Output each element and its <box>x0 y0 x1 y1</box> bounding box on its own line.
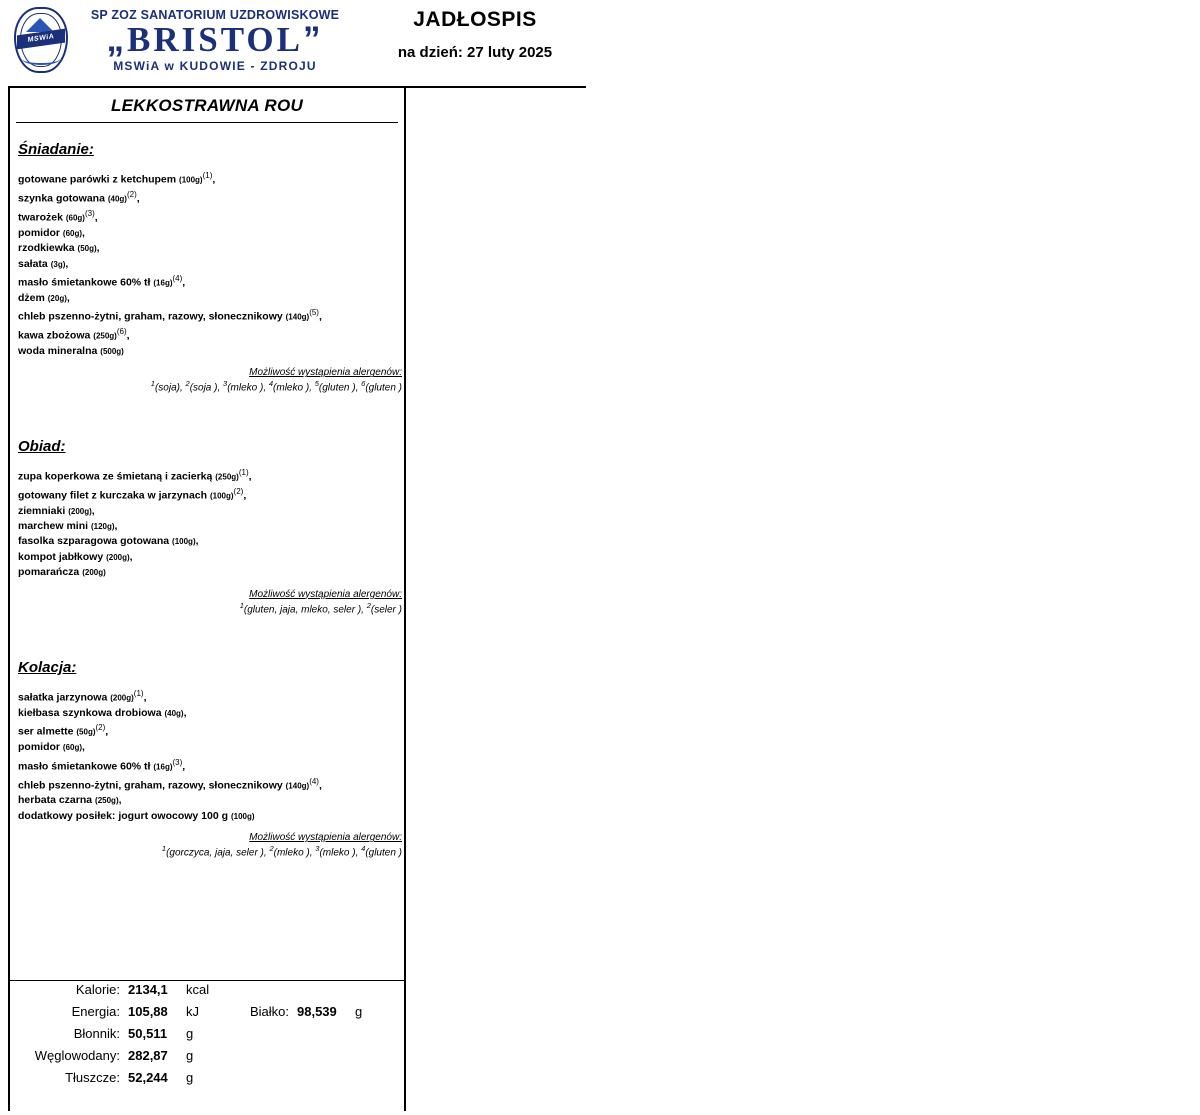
dish-portion: (140g) <box>285 781 310 790</box>
dish-separator: , <box>126 329 130 342</box>
dish-allergen-marker: (2) <box>95 723 106 733</box>
dish-item <box>18 325 404 344</box>
allergen-index: 4 <box>361 844 366 854</box>
dish-item <box>18 706 404 721</box>
dish-list <box>18 687 404 824</box>
diet-column <box>10 88 404 859</box>
summary-unit: kcal <box>186 982 210 997</box>
dish-item <box>18 519 404 534</box>
dish-separator: , <box>65 257 69 270</box>
dish-portion: (200g) <box>106 552 130 562</box>
dish-portion: (250g) <box>215 472 239 482</box>
dish-name: pomidor <box>18 741 63 754</box>
dish-portion: (200g) <box>68 506 92 516</box>
dish-separator: , <box>91 504 95 517</box>
dish-item <box>18 565 404 580</box>
dish-separator: , <box>129 550 133 563</box>
dish-name: twarożek <box>18 211 66 224</box>
meal-title: Obiad: <box>18 437 66 455</box>
allergen-text: (gluten ) <box>365 382 402 394</box>
document-header <box>0 0 1200 82</box>
dish-name: kawa zbożowa <box>18 329 94 342</box>
meal-section-supper <box>10 659 404 859</box>
dish-separator: , <box>136 192 140 205</box>
dish-item <box>18 534 404 549</box>
meal-title: Śniadanie: <box>18 141 94 158</box>
allergen-text: (soja), <box>154 382 186 394</box>
summary-value: 52,244 <box>128 1070 168 1085</box>
dish-portion: (100g) <box>230 811 255 821</box>
dish-portion: (60g) <box>62 743 83 753</box>
allergen-text: (seler ) <box>370 603 402 615</box>
dish-allergen-marker: (6) <box>116 327 127 337</box>
logo-line-institution: SP ZOZ SANATORIUM UZDROWISKOWE <box>90 8 340 22</box>
dish-allergen-marker: (3) <box>172 757 183 767</box>
sanatorium-logo <box>8 4 360 78</box>
allergen-text: (mleko ), <box>273 382 315 394</box>
dish-portion: (500g) <box>100 347 124 357</box>
allergen-text: (mleko ), <box>273 847 316 859</box>
dish-name: kompot jabłkowy <box>18 550 107 563</box>
summary-divider <box>10 980 404 981</box>
summary-unit-secondary: g <box>355 1004 363 1019</box>
logo-text <box>70 4 360 73</box>
dish-name: szynka gotowana <box>18 192 108 205</box>
summary-unit: g <box>186 1048 194 1063</box>
dish-portion: (50g) <box>77 244 97 254</box>
meal-section-breakfast <box>10 141 404 394</box>
dish-item <box>18 485 404 504</box>
allergen-index: 1 <box>239 600 244 610</box>
dish-name: fasolka szparagowa gotowana <box>18 535 173 548</box>
mswia-emblem-icon <box>12 6 70 74</box>
dish-item <box>18 207 404 226</box>
dish-item <box>18 257 404 272</box>
dish-separator: , <box>118 794 122 807</box>
dish-name: dodatkowy posiłek: jogurt owocowy 100 g <box>18 809 231 822</box>
dish-item <box>18 550 404 565</box>
allergen-heading: Możliwość wystąpienia alergenów: <box>249 367 402 379</box>
summary-row <box>10 1048 404 1070</box>
allergen-list <box>18 601 402 615</box>
logo-brand-name: BRISTOL <box>127 20 303 59</box>
allergen-index: 3 <box>315 844 320 854</box>
dish-item <box>18 291 404 306</box>
dish-portion: (200g) <box>82 568 106 578</box>
dish-item <box>18 241 404 256</box>
nutrition-summary <box>10 982 404 1092</box>
diet-name-divider <box>16 122 398 123</box>
dish-separator: , <box>105 725 109 738</box>
dish-allergen-marker: (5) <box>309 308 319 318</box>
dish-portion: (16g) <box>153 278 173 288</box>
document-date: na dzień: 27 luty 2025 <box>397 44 553 61</box>
dish-portion: (250g) <box>95 796 119 806</box>
dish-item <box>18 169 404 188</box>
dish-portion: (140g) <box>285 312 310 322</box>
logo-line-location: MSWiA w KUDOWIE - ZDROJU <box>113 59 317 73</box>
dish-separator: , <box>212 173 216 186</box>
dish-portion: (100g) <box>179 175 203 185</box>
allergen-index: 2 <box>269 844 274 854</box>
dish-allergen-marker: (1) <box>238 467 249 477</box>
allergen-index: 2 <box>366 600 371 610</box>
dish-item <box>18 344 404 359</box>
summary-row <box>10 1026 404 1048</box>
dish-item <box>18 504 404 519</box>
dish-portion: (100g) <box>172 537 196 547</box>
dish-allergen-marker: (4) <box>309 776 319 786</box>
logo-line-brand <box>70 22 360 58</box>
dish-separator: , <box>114 520 118 533</box>
dish-portion: (120g) <box>90 522 115 532</box>
dish-separator: , <box>243 489 247 502</box>
meal-title: Kolacja: <box>18 658 77 676</box>
allergen-text: (gluten ), <box>318 382 362 394</box>
allergen-text: (gluten ) <box>365 847 402 859</box>
summary-value: 105,88 <box>128 1004 168 1019</box>
allergen-index: 5 <box>314 379 319 389</box>
allergen-list <box>18 379 402 393</box>
emblem-band-label: MSWiA <box>27 33 55 44</box>
dish-name: zupa koperkowa ze śmietaną i zacierką <box>18 470 216 483</box>
dish-separator: , <box>82 741 85 754</box>
dish-allergen-marker: (2) <box>126 189 137 199</box>
allergen-list <box>18 844 402 858</box>
dish-separator: , <box>143 691 147 704</box>
dish-allergen-marker: (1) <box>202 171 213 180</box>
dish-name: marchew mini <box>18 520 91 533</box>
dish-separator: , <box>182 760 186 773</box>
dish-allergen-marker: (1) <box>133 688 144 698</box>
dish-portion: (60g) <box>62 228 83 238</box>
allergen-block <box>18 367 404 393</box>
summary-row <box>10 1004 404 1026</box>
allergen-index: 3 <box>223 379 228 389</box>
dish-name: dżem <box>18 291 48 304</box>
dish-list <box>18 466 404 581</box>
dish-allergen-marker: (2) <box>233 486 244 496</box>
dish-item <box>18 721 404 740</box>
dish-separator: , <box>94 211 98 224</box>
dish-item <box>18 793 404 808</box>
dish-portion: (200g) <box>110 693 134 703</box>
allergen-block <box>18 832 404 858</box>
dish-separator: , <box>248 470 252 483</box>
dish-item <box>18 226 404 241</box>
dish-portion: (16g) <box>153 762 173 772</box>
dish-separator: , <box>66 291 70 304</box>
dish-name: sałata <box>18 257 51 270</box>
dish-allergen-marker: (4) <box>172 273 183 283</box>
dish-name: pomarańcza <box>18 566 83 579</box>
dish-separator: , <box>96 242 100 255</box>
summary-value-secondary: 98,539 <box>297 1004 337 1019</box>
summary-label: Energia: <box>71 1004 120 1019</box>
summary-label: Kalorie: <box>75 982 120 997</box>
summary-label: Błonnik: <box>73 1026 120 1041</box>
summary-label: Tłuszcze: <box>65 1070 120 1085</box>
dish-name: chleb pszenno-żytni, graham, razowy, słonecznikowy <box>18 779 286 791</box>
dish-portion: (100g) <box>209 491 234 501</box>
dish-item <box>18 775 404 794</box>
dish-separator: , <box>82 226 85 239</box>
dish-item <box>18 272 404 291</box>
allergen-index: 1 <box>161 844 167 854</box>
dish-name: masło śmietankowe 60% tł <box>18 276 154 289</box>
dish-item <box>18 687 404 706</box>
dish-separator: , <box>195 535 199 548</box>
frame-middle-border <box>404 86 406 1111</box>
allergen-block <box>18 589 404 615</box>
summary-row <box>10 1070 404 1092</box>
summary-label-secondary: Białko: <box>249 1004 289 1019</box>
summary-label: Węglowodany: <box>34 1048 120 1063</box>
dish-name: gotowane parówki z ketchupem <box>18 173 180 186</box>
logo-quote-close: ” <box>303 20 324 59</box>
wave-shape <box>22 53 60 65</box>
dish-item <box>18 188 404 207</box>
dish-name: ziemniaki <box>18 504 69 517</box>
dish-portion: (50g) <box>76 727 96 737</box>
dish-item <box>18 306 404 325</box>
dish-name: pomidor <box>18 226 63 239</box>
dish-portion: (3g) <box>50 259 66 269</box>
allergen-index: 1 <box>150 379 155 389</box>
dish-item <box>18 466 404 485</box>
summary-unit: kJ <box>186 1004 199 1019</box>
logo-quote-open: „ <box>106 20 127 59</box>
dish-separator: , <box>182 276 186 289</box>
dish-list <box>18 169 404 359</box>
allergen-text: (soja ), <box>189 382 224 394</box>
dish-portion: (60g) <box>65 213 85 223</box>
dish-name: kiełbasa szynkowa drobiowa <box>18 706 165 719</box>
dish-portion: (20g) <box>47 293 67 303</box>
summary-row <box>10 982 404 1004</box>
allergen-index: 2 <box>185 379 190 389</box>
summary-value: 282,87 <box>128 1048 168 1063</box>
allergen-index: 6 <box>361 379 366 389</box>
allergen-text: (mleko ), <box>227 382 269 394</box>
dish-portion: (40g) <box>107 194 127 204</box>
dish-name: ser almette <box>18 725 77 738</box>
allergen-heading: Możliwość wystąpienia alergenów: <box>249 832 402 844</box>
dish-item <box>18 756 404 775</box>
dish-name: rzodkiewka <box>18 242 78 255</box>
dish-name: woda mineralna <box>18 345 101 358</box>
allergen-text: (gorczyca, jaja, seler ), <box>166 847 270 859</box>
dish-name: gotowany filet z kurczaka w jarzynach <box>18 489 210 502</box>
dish-name: masło śmietankowe 60% tł <box>18 760 154 773</box>
summary-value: 50,511 <box>128 1026 168 1041</box>
summary-unit: g <box>186 1070 194 1085</box>
dish-separator: , <box>318 779 322 791</box>
dish-portion: (250g) <box>93 331 117 341</box>
allergen-index: 4 <box>268 379 274 389</box>
page-title: JADŁOSPIS <box>413 8 537 31</box>
dish-name: sałatka jarzynowa <box>18 691 111 704</box>
meal-section-lunch <box>10 438 404 615</box>
allergen-heading: Możliwość wystąpienia alergenów: <box>249 588 402 600</box>
diet-name: LEKKOSTRAWNA ROU <box>110 96 304 115</box>
dish-separator: , <box>318 310 322 323</box>
allergen-text: (gluten, jaja, mleko, seler ), <box>243 603 367 615</box>
dish-name: chleb pszenno-żytni, graham, razowy, słonecznikowy <box>18 310 286 323</box>
dish-item <box>18 740 404 755</box>
dish-separator: , <box>183 706 187 719</box>
dish-portion: (40g) <box>164 708 184 718</box>
dish-allergen-marker: (3) <box>84 208 95 218</box>
dish-item <box>18 809 404 824</box>
summary-value: 2134,1 <box>128 982 168 997</box>
summary-unit: g <box>186 1026 194 1041</box>
allergen-text: (mleko ), <box>319 847 362 859</box>
title-block <box>360 8 590 61</box>
dish-name: herbata czarna <box>18 794 96 807</box>
